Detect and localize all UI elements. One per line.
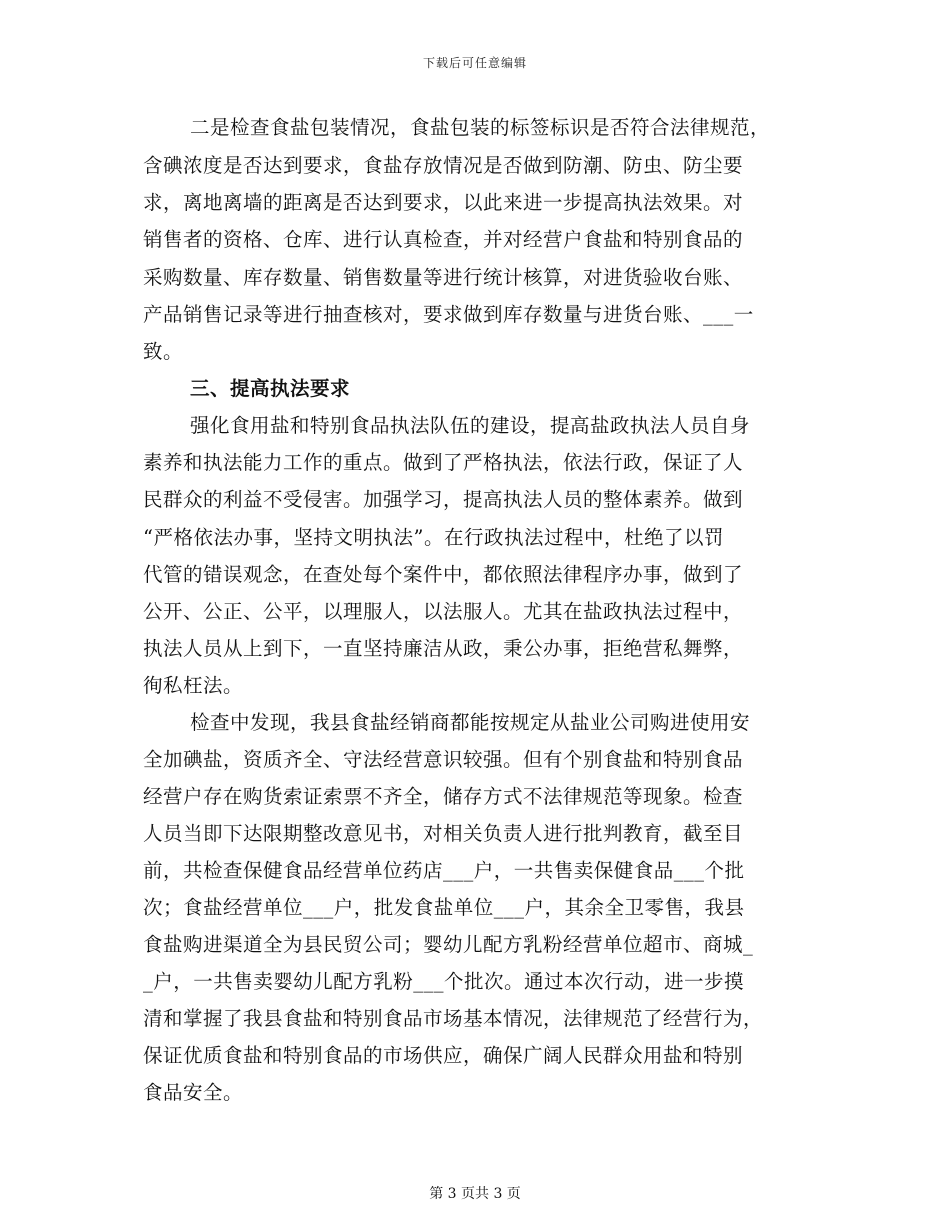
body-line: 保证优质食盐和特别食品的市场供应，确保广阔人民群众用盐和特别	[143, 1044, 744, 1067]
body-line: 公开、公正、公平，以理服人，以法服人。尤其在盐政执法过程中，	[143, 600, 744, 623]
body-line: 采购数量、库存数量、销售数量等进行统计核算，对进货验收台账、	[143, 266, 744, 289]
body-line: 强化食用盐和特别食品执法队伍的建设，提高盐政执法人员自身	[190, 414, 751, 437]
body-line: 食品安全。	[143, 1081, 244, 1104]
body-line: 销售者的资格、仓库、进行认真检查，并对经营户食盐和特别食品的	[143, 228, 744, 251]
body-line: 求，离地离墙的距离是否达到要求，以此来进一步提高执法效果。对	[143, 191, 744, 214]
body-line: 经营户存在购货索证索票不齐全，储存方式不法律规范等现象。检查	[143, 785, 744, 808]
body-line: 全加碘盐，资质齐全、守法经营意识较强。但有个别食盐和特别食品	[143, 748, 744, 771]
body-line: 含碘浓度是否达到要求，食盐存放情况是否做到防潮、防虫、防尘要	[143, 154, 744, 177]
body-line: 致。	[143, 340, 184, 363]
body-line: 人员当即下达限期整改意见书，对相关负责人进行批判教育，截至目	[143, 822, 744, 845]
body-line: 检查中发现，我县食盐经销商都能按规定从盐业公司购进使用安	[190, 711, 751, 734]
body-line: 徇私枉法。	[143, 674, 244, 697]
body-line: 前，共检查保健食品经营单位药店___户，一共售卖保健食品___个批	[143, 859, 745, 882]
body-line: 代管的错误观念，在查处每个案件中，都依照法律程序办事，做到了	[143, 563, 744, 586]
body-line: 执法人员从上到下，一直坚持廉洁从政，秉公办事，拒绝营私舞弊，	[143, 637, 744, 660]
section-heading: 三、提高执法要求	[190, 377, 351, 400]
body-line: 食盐购进渠道全为县民贸公司；婴幼儿配方乳粉经营单位超市、商城_	[143, 933, 754, 956]
body-line: 清和掌握了我县食盐和特别食品市场基本情况，法律规范了经营行为，	[143, 1007, 764, 1030]
page-footer-number: 第 3 页共 3 页	[429, 1186, 521, 1202]
body-line: “严格依法办事，坚持文明执法”。在行政执法过程中，杜绝了以罚	[143, 526, 724, 549]
body-line: 二是检查食盐包装情况，食盐包装的标签标识是否符合法律规范，	[190, 116, 771, 139]
body-line: 产品销售记录等进行抽查核对，要求做到库存数量与进货台账、___一	[143, 303, 754, 326]
body-line: 民群众的利益不受侵害。加强学习，提高执法人员的整体素养。做到	[143, 488, 744, 511]
body-line: 素养和执法能力工作的重点。做到了严格执法，依法行政，保证了人	[143, 451, 744, 474]
page-header-note: 下载后可任意编辑	[422, 56, 527, 70]
body-line: _户，一共售卖婴幼儿配方乳粉___个批次。通过本次行动，进一步摸	[143, 970, 745, 993]
body-line: 次；食盐经营单位___户，批发食盐单位___户，其余全卫零售，我县	[143, 896, 745, 919]
